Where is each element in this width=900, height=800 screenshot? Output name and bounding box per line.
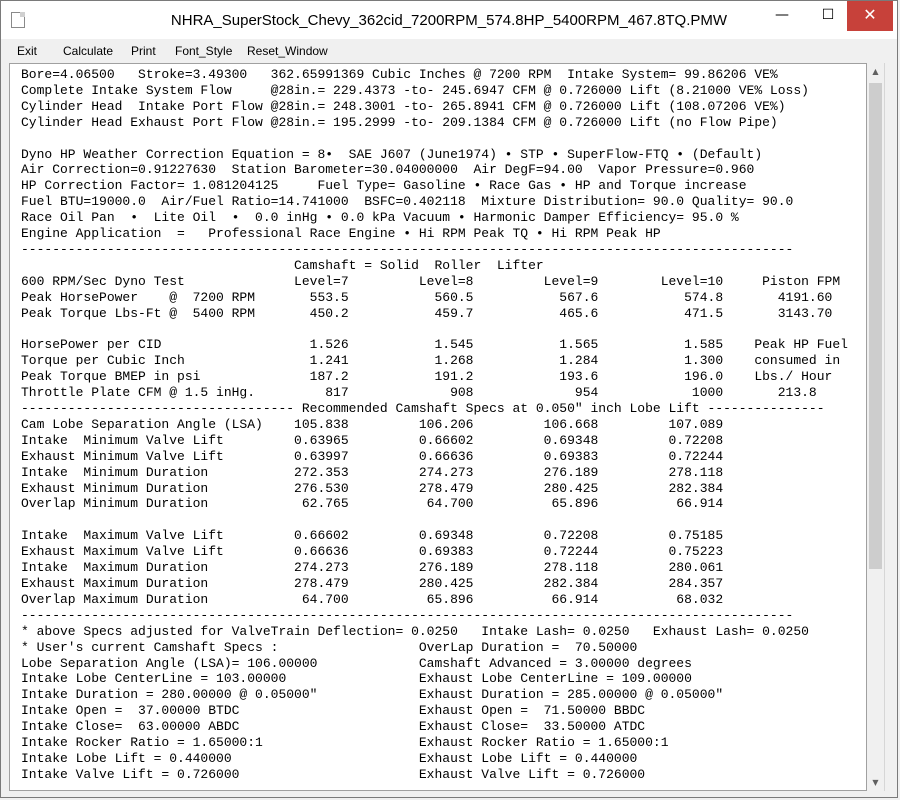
report-line: Exhaust Minimum Duration 276.530 278.479 280.425 282.384	[21, 480, 724, 496]
report-line: Intake Rocker Ratio = 1.65000:1 Exhaust Rocker Ratio = 1.65000:1	[21, 735, 669, 751]
minimize-button[interactable]: —	[775, 7, 789, 23]
report-line: Cam Lobe Separation Angle (LSA) 105.838 106.206 106.668 107.089	[21, 416, 724, 432]
report-line: Peak HorsePower @ 7200 RPM 553.5 560.5 567.6 574.8 4191.60	[21, 289, 833, 305]
menu-exit[interactable]: Exit	[17, 44, 38, 58]
report-line: Fuel BTU=19000.0 Air/Fuel Ratio=14.741000 BSFC=0.402118 Mixture Distribution= 90.0 Quality= 90.0	[21, 194, 794, 210]
report-line: Torque per Cubic Inch 1.241 1.268 1.284 1.300 consumed in	[21, 353, 841, 369]
report-line: Throttle Plate CFM @ 1.5 inHg. 817 908 954 1000 213.8	[21, 385, 817, 401]
report-line: Air Correction=0.91227630 Station Barometer=30.04000000 Air DegF=94.00 Vapor Pressure=0.960	[21, 162, 755, 178]
menu-print[interactable]: Print	[131, 44, 156, 58]
report-line: Peak Torque Lbs-Ft @ 5400 RPM 450.2 459.7 465.6 471.5 3143.70	[21, 305, 833, 321]
report-line: HP Correction Factor= 1.081204125 Fuel Type= Gasoline • Race Gas • HP and Torque increase	[21, 178, 747, 194]
report-line: Intake Valve Lift = 0.726000 Exhaust Valve Lift = 0.726000	[21, 766, 646, 782]
report-line: Lobe Separation Angle (LSA)= 106.00000 Camshaft Advanced = 3.00000 degrees	[21, 655, 692, 671]
vertical-scrollbar[interactable]	[867, 63, 885, 791]
report-line: Engine Application = Professional Race Engine • Hi RPM Peak TQ • Hi RPM Peak HP	[21, 226, 661, 242]
report-line: Intake Duration = 280.00000 @ 0.05000" Exhaust Duration = 285.00000 @ 0.05000"	[21, 687, 724, 703]
report-line: ---------------------------------------------------------------------------------------------------	[21, 241, 794, 257]
report-line: Intake Maximum Valve Lift 0.66602 0.69348 0.72208 0.75185	[21, 528, 724, 544]
report-line: * User's current Camshaft Specs : OverLap Duration = 70.50000	[21, 639, 638, 655]
report-line: ---------------------------------------------------------------------------------------------------	[21, 607, 794, 623]
report-line: Cylinder Head Intake Port Flow @28in.= 248.3001 -to- 265.8941 CFM @ 0.726000 Lift (108.07206 VE%)	[21, 98, 786, 114]
report-line: Intake Lobe CenterLine = 103.00000 Exhaust Lobe CenterLine = 109.00000	[21, 671, 692, 687]
report-line: 600 RPM/Sec Dyno Test Level=7 Level=8 Level=9 Level=10 Piston FPM	[21, 273, 841, 289]
report-line: Intake Maximum Duration 274.273 276.189 278.118 280.061	[21, 560, 724, 576]
report-line: Intake Close= 63.00000 ABDC Exhaust Close= 33.50000 ATDC	[21, 719, 646, 735]
scroll-down-arrow[interactable]: ▼	[872, 778, 879, 787]
menu-calculate[interactable]: Calculate	[63, 44, 114, 58]
scroll-thumb[interactable]	[869, 83, 882, 569]
title-bar[interactable]	[1, 1, 897, 39]
report-line: HorsePower per CID 1.526 1.545 1.565 1.585 Peak HP Fuel	[21, 337, 848, 353]
report-line: ----------------------------------- Recommended Camshaft Specs at 0.050" inch Lobe Lift ---------------	[21, 401, 825, 417]
report-line	[21, 322, 848, 338]
report-line: Intake Minimum Valve Lift 0.63965 0.66602 0.69348 0.72208	[21, 432, 724, 448]
report-line: Complete Intake System Flow @28in.= 229.4373 -to- 245.6947 CFM @ 0.726000 Lift (8.21000 VE% Loss)	[21, 82, 809, 98]
report-line: Intake Lobe Lift = 0.440000 Exhaust Lobe Lift = 0.440000	[21, 750, 638, 766]
window-title: NHRA_SuperStock_Chevy_362cid_7200RPM_574.8HP_5400RPM_467.8TQ.PMW	[170, 12, 728, 29]
report-text	[21, 67, 848, 783]
report-line: Exhaust Minimum Valve Lift 0.63997 0.66636 0.69383 0.72244	[21, 448, 724, 464]
report-line: Dyno HP Weather Correction Equation = 8• SAE J607 (June1974) • STP • SuperFlow-FTQ • (Default)	[21, 146, 763, 162]
report-line: Exhaust Maximum Duration 278.479 280.425 282.384 284.357	[21, 576, 724, 591]
report-line: Race Oil Pan • Lite Oil • 0.0 inHg • 0.0 kPa Vacuum • Harmonic Damper Efficiency= 95.0 %	[21, 210, 739, 226]
menu-font-style[interactable]: Font_Style	[175, 44, 233, 58]
report-text-area[interactable]	[9, 63, 867, 791]
report-line: Exhaust Maximum Valve Lift 0.66636 0.69383 0.72244 0.75223	[21, 544, 724, 560]
maximize-button[interactable]: ☐	[821, 7, 835, 23]
report-line	[21, 512, 848, 528]
scroll-up-arrow[interactable]: ▲	[872, 67, 879, 76]
report-line: Bore=4.06500 Stroke=3.49300 362.65991369 Cubic Inches @ 7200 RPM Intake System= 99.86206 VE%	[21, 67, 778, 82]
report-line: Overlap Minimum Duration 62.765 64.700 65.896 66.914	[21, 496, 724, 512]
menu-reset-window[interactable]: Reset_Window	[247, 44, 328, 58]
report-line: Peak Torque BMEP in psi 187.2 191.2 193.6 196.0 Lbs./ Hour	[21, 369, 833, 385]
report-line	[21, 131, 848, 147]
report-line: Intake Open = 37.00000 BTDC Exhaust Open = 71.50000 BBDC	[21, 703, 646, 719]
report-line: Overlap Maximum Duration 64.700 65.896 66.914 68.032	[21, 591, 724, 607]
report-line: * above Specs adjusted for ValveTrain Deflection= 0.0250 Intake Lash= 0.0250 Exhaust Lash= 0.0250	[21, 623, 809, 639]
report-line: Cylinder Head Exhaust Port Flow @28in.= 195.2999 -to- 209.1384 CFM @ 0.726000 Lift (no Flow Pipe)	[21, 114, 778, 130]
menu-bar	[1, 39, 897, 63]
report-line: Intake Minimum Duration 272.353 274.273 276.189 278.118	[21, 464, 724, 480]
report-line: Camshaft = Solid Roller Lifter	[21, 257, 544, 273]
close-button[interactable]: ✕	[847, 1, 893, 31]
